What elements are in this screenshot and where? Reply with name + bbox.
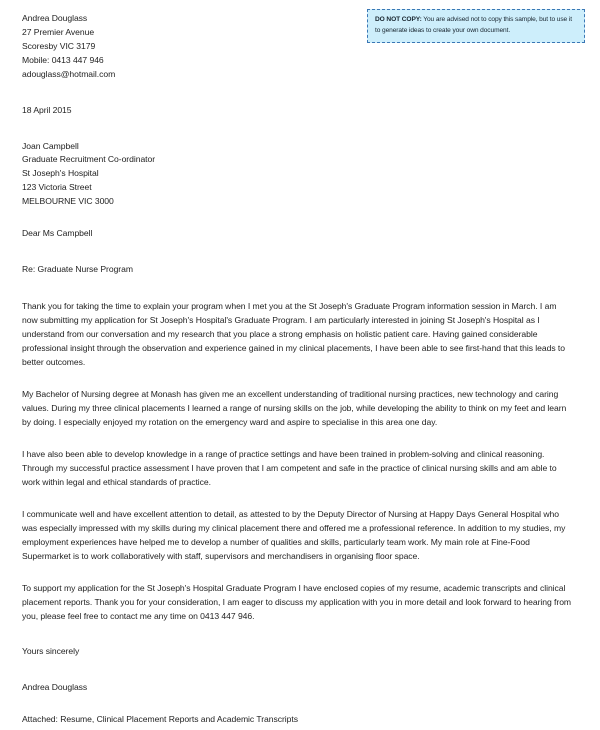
spacer-para-3 (22, 489, 572, 507)
spacer-before-attachment (22, 695, 572, 713)
recipient-organisation: St Joseph's Hospital (22, 168, 99, 179)
body-paragraph-3: I have also been able to develop knowledge in a range of practice settings and have been trained in problem-solving and clinical reasoning. Through my successful practice assessment I have proven that I am competent and safe in the practice of clinical nursing skills and am able to work within legal and ethical standards of practice. (22, 448, 557, 487)
spacer-after-subject (22, 277, 572, 299)
body-paragraph-4: I communicate well and have excellent attention to detail, as attested to by the Deputy Director of Nursing at Happy Days General Hospital who was especially impressed with my skills during my clinical placement there and offered me a professional reference. In addition to my studies, my employment experiences have helped me to develop a number of qualities and skills, particularly team work. My main role at Fine-Food Supermarket is to work collaboratively with staff, supervisors and merchandisers in organising floor space. (22, 508, 566, 561)
sender-mobile: Mobile: 0413 447 946 (22, 54, 104, 65)
recipient-title: Graduate Recruitment Co-ordinator (22, 154, 156, 165)
sender-name: Andrea Douglass (22, 13, 88, 23)
spacer-after-salutation (22, 241, 572, 263)
spacer-para-4 (22, 563, 572, 581)
spacer-before-closing (22, 623, 572, 645)
recipient-city: MELBOURNE VIC 3000 (22, 196, 114, 207)
closing-line: Yours sincerely (22, 645, 80, 656)
spacer-after-sender (22, 82, 572, 104)
do-not-copy-label: DO NOT COPY: (375, 16, 422, 23)
recipient-address-block (22, 140, 572, 210)
sender-suburb: Scoresby VIC 3179 (22, 40, 96, 51)
spacer-para-1 (22, 369, 572, 387)
recipient-name: Joan Campbell (22, 140, 79, 151)
signature-name: Andrea Douglass (22, 681, 88, 692)
do-not-copy-text: You are advised not to copy this sample, but to use it to generate ideas to create your own document. (375, 16, 572, 34)
subject-line: Re: Graduate Nurse Program (22, 264, 133, 275)
body-paragraph-1: Thank you for taking the time to explain your program when I met you at the St Joseph's Graduate Program information session in March. I am now submitting my application for St Joseph's Hospital's Graduate Program. I am particularly interested in joining St Joseph's Hospital as I understand from our conversation and my research that you place a strong emphasis on holistic patient care. Having gained considerable professional insight through the observation and experience gained in my clinical placements, I have been able to see first-hand that this leads to better outcomes. (22, 300, 565, 367)
spacer-after-date (22, 118, 572, 140)
spacer-signature (22, 659, 572, 681)
body-paragraph-5: To support my application for the St Joseph's Hospital Graduate Program I have enclosed copies of my resume, academic transcripts and clinical placement reports. Thank you for your consideration, I am eager to discuss my application with you in more detail and look forward to hearing from you, please feel free to contact me any time on 0413 447 946. (22, 582, 572, 621)
recipient-street: 123 Victoria Street (22, 182, 92, 193)
letter-date: 18 April 2015 (22, 104, 72, 115)
spacer-after-recipient (22, 209, 572, 227)
sender-address-block (22, 12, 572, 82)
body-paragraph-2: My Bachelor of Nursing degree at Monash has given me an excellent understanding of traditional nursing practices, new technology and caring values. During my three clinical placements I learned a range of nursing skills on the job, while developing the ability to think on my feet and learn by doing. I especially enjoyed my rotation on the emergency ward and aspire to specialise in this area one day. (22, 388, 567, 427)
letter-content (22, 12, 572, 727)
sender-street: 27 Premier Avenue (22, 26, 95, 37)
spacer-para-2 (22, 429, 572, 447)
salutation: Dear Ms Campbell (22, 228, 93, 239)
attachment-line: Attached: Resume, Clinical Placement Reports and Academic Transcripts (22, 713, 298, 724)
sender-email: adouglass@hotmail.com (22, 68, 116, 79)
